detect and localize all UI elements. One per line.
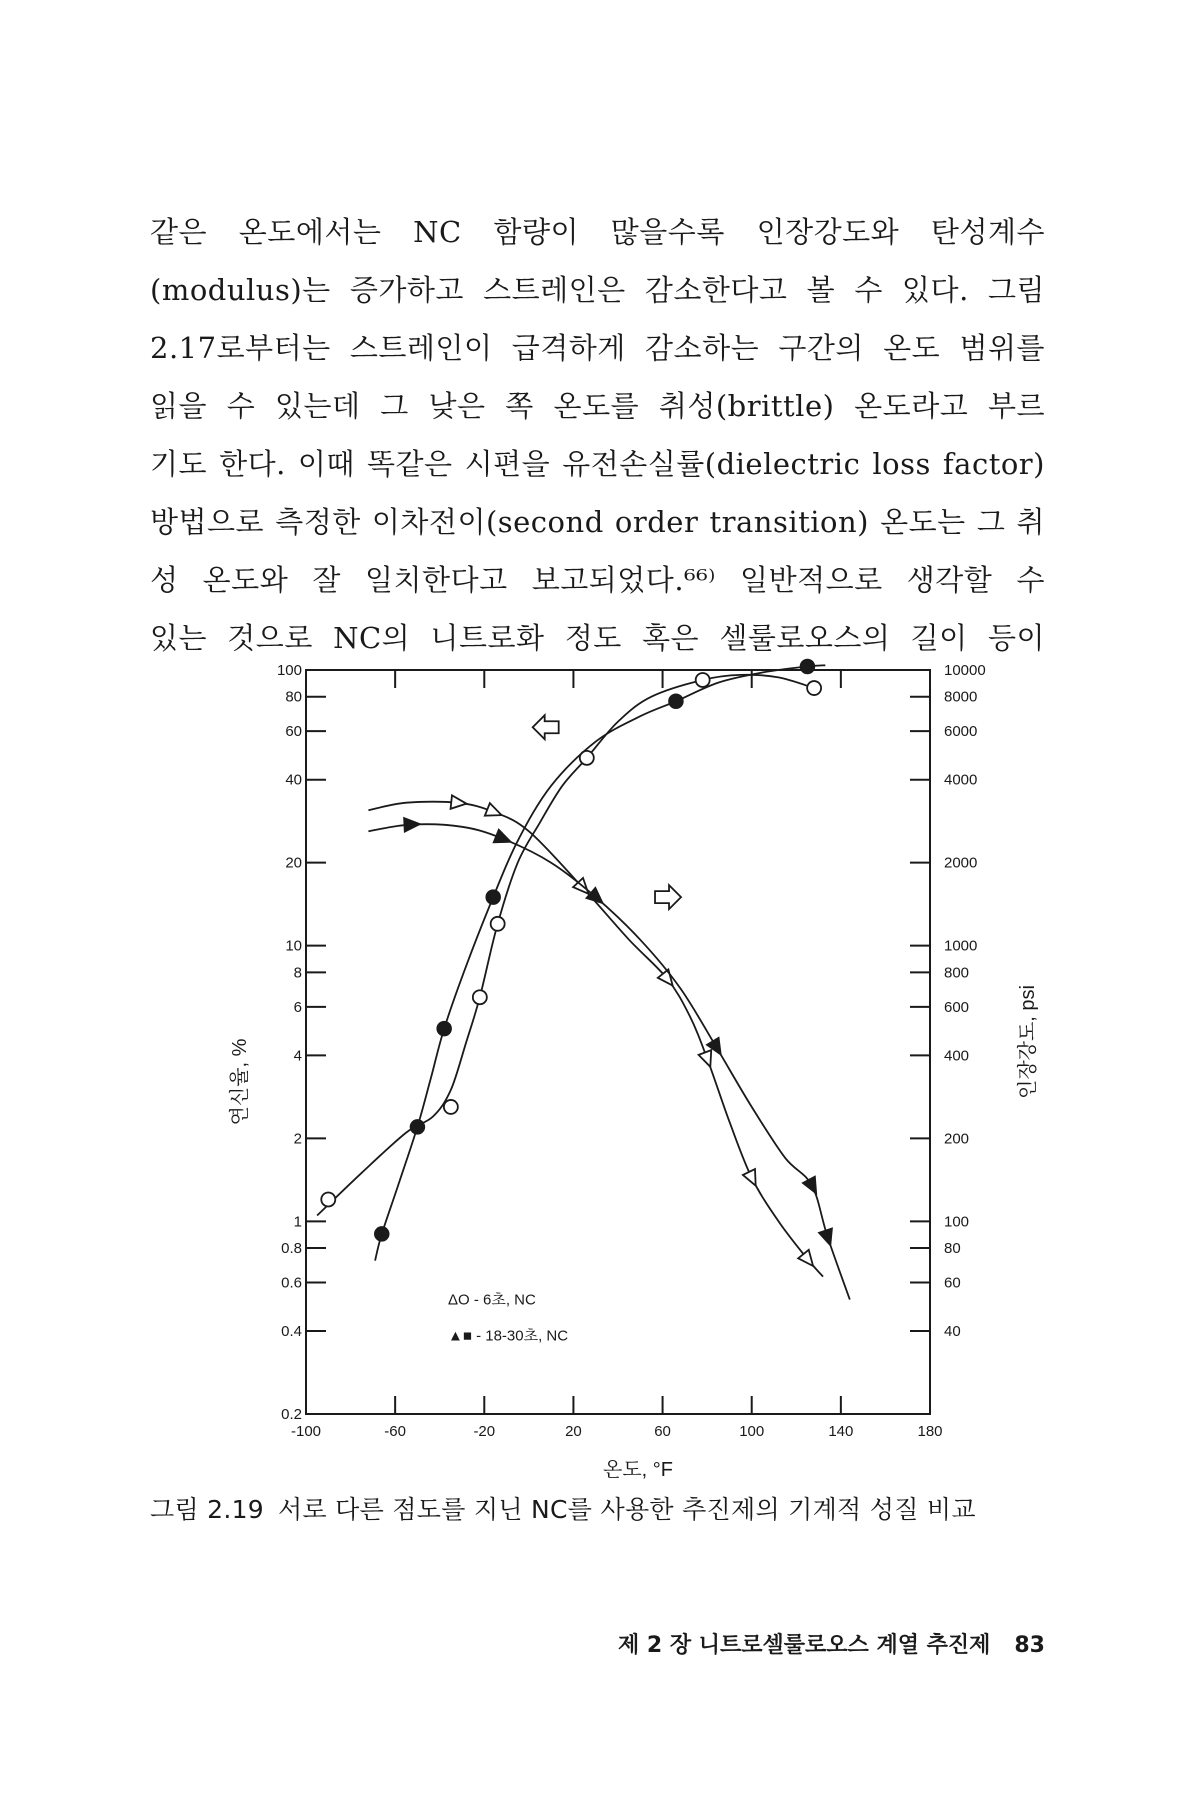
right-axis-tick-label: 200 [944,1130,970,1148]
right-axis-tick-label: 1000 [944,937,978,955]
x-axis-tick-label: 140 [828,1423,854,1440]
paragraph-line: 성 온도와 잘 일치한다고 보고되었다.⁶⁶⁾ 일반적으로 생각할 수 [150,563,1045,597]
data-point-open-triangle [798,1250,813,1266]
series-curve-open-circle [317,675,814,1216]
x-axis-tick-label: -20 [473,1423,496,1440]
left-axis-tick-label: 20 [285,854,302,872]
right-axis-tick-label: 4000 [944,771,978,789]
data-point-filled-circle [437,1022,451,1036]
left-axis-tick-label: 0.6 [281,1274,302,1292]
x-axis-title: 온도, °F [603,1459,673,1480]
data-point-filled-circle [669,694,683,708]
running-footer [150,1628,1045,1659]
right-axis-tick-label: 100 [944,1213,970,1231]
paragraph-line: 있는 것으로 NC의 니트로화 정도 혹은 셀룰로오스의 길이 등이 [150,621,1045,655]
data-point-open-circle [696,673,710,687]
right-axis-tick-label: 8000 [944,688,978,706]
left-axis-tick-label: 8 [293,964,302,982]
legend-entry-18-30s: ▲■ - 18-30초, NC [448,1327,569,1345]
left-axis-tick-label: 10 [285,937,302,955]
chapter-title: 제 2 장 니트로셀룰로오스 계열 추진제 [617,1633,991,1658]
figure-caption [150,1490,1045,1526]
data-point-filled-circle [800,659,814,673]
data-point-filled-circle [410,1120,424,1134]
left-axis-tick-label: 2 [293,1130,302,1148]
series-curve-open-triangle [368,802,823,1277]
right-axis-title: 인장강도, psi [1017,985,1039,1099]
direction-arrow-right [655,885,681,909]
paragraph-line: 기도 한다. 이때 똑같은 시편을 유전손실률(dielectric loss factor) [150,447,1045,481]
data-point-filled-triangle [819,1229,832,1246]
right-axis-tick-label: 80 [944,1240,961,1258]
legend-entry-6s: ΔO - 6초, NC [448,1291,536,1309]
caption-text: 서로 다른 점도를 지닌 NC를 사용한 추진제의 기계적 성질 비교 [278,1495,976,1524]
series-curve-filled-triangle [368,824,849,1299]
data-point-open-circle [444,1100,458,1114]
left-axis-tick-label: 60 [285,723,302,741]
series-curve-filled-circle [375,665,825,1260]
plot-frame [306,670,930,1414]
figure [0,650,1200,1480]
data-point-open-triangle [485,803,502,816]
data-point-open-triangle [451,795,467,808]
right-axis-tick-label: 10000 [944,662,986,679]
left-axis-title: 연신율, % [229,1038,251,1126]
right-axis-tick-label: 2000 [944,854,978,872]
x-axis-tick-label: -100 [290,1423,322,1440]
figure-number: 그림 2.19 [150,1495,265,1524]
data-point-filled-triangle [494,830,511,843]
paragraph-line: 읽을 수 있는데 그 낮은 쪽 온도를 취성(brittle) 온도라고 부르 [150,389,1045,423]
page-number: 83 [1014,1633,1045,1658]
x-axis-tick-label: -60 [384,1423,406,1440]
left-axis-tick-label: 4 [293,1047,302,1065]
right-axis-tick-label: 6000 [944,723,978,741]
left-axis-tick-label: 100 [276,662,302,679]
data-point-filled-triangle [404,818,420,831]
left-axis-tick-label: 80 [285,688,302,706]
right-axis-tick-label: 400 [944,1047,970,1065]
mechanical-properties-chart [0,650,1200,1480]
right-axis-tick-label: 60 [944,1274,961,1292]
right-axis-tick-label: 800 [944,964,970,982]
data-point-open-circle [807,681,821,695]
data-point-open-circle [321,1192,335,1206]
paragraph-line: (modulus)는 증가하고 스트레인은 감소한다고 볼 수 있다. 그림 [150,273,1045,307]
data-point-open-circle [473,990,487,1004]
left-axis-tick-label: 0.2 [281,1406,302,1423]
left-axis-tick-label: 0.8 [281,1240,302,1258]
left-axis-tick-label: 0.4 [281,1323,302,1341]
right-axis-tick-label: 600 [944,998,970,1016]
data-point-open-triangle [699,1050,712,1067]
right-axis-tick-label: 40 [944,1323,961,1341]
data-point-open-triangle [743,1169,756,1186]
x-axis-tick-label: 60 [654,1423,671,1440]
data-point-filled-triangle [803,1177,816,1194]
data-point-open-circle [491,917,505,931]
body-paragraph [150,203,1045,667]
data-point-filled-circle [375,1227,389,1241]
x-axis-tick-label: 180 [917,1423,943,1440]
left-axis-tick-label: 6 [293,998,302,1016]
paragraph-line: 같은 온도에서는 NC 함량이 많을수록 인장강도와 탄성계수 [150,215,1045,249]
paragraph-line: 2.17로부터는 스트레인이 급격하게 감소하는 구간의 온도 범위를 [150,331,1045,365]
data-point-filled-circle [486,890,500,904]
x-axis-tick-label: 20 [565,1423,582,1440]
direction-arrow-left [533,715,559,739]
left-axis-tick-label: 40 [285,771,302,789]
x-axis-tick-label: 100 [739,1423,765,1440]
paragraph-line: 방법으로 측정한 이차전이(second order transition) 온도는 그 취 [150,505,1045,539]
left-axis-tick-label: 1 [293,1213,302,1231]
